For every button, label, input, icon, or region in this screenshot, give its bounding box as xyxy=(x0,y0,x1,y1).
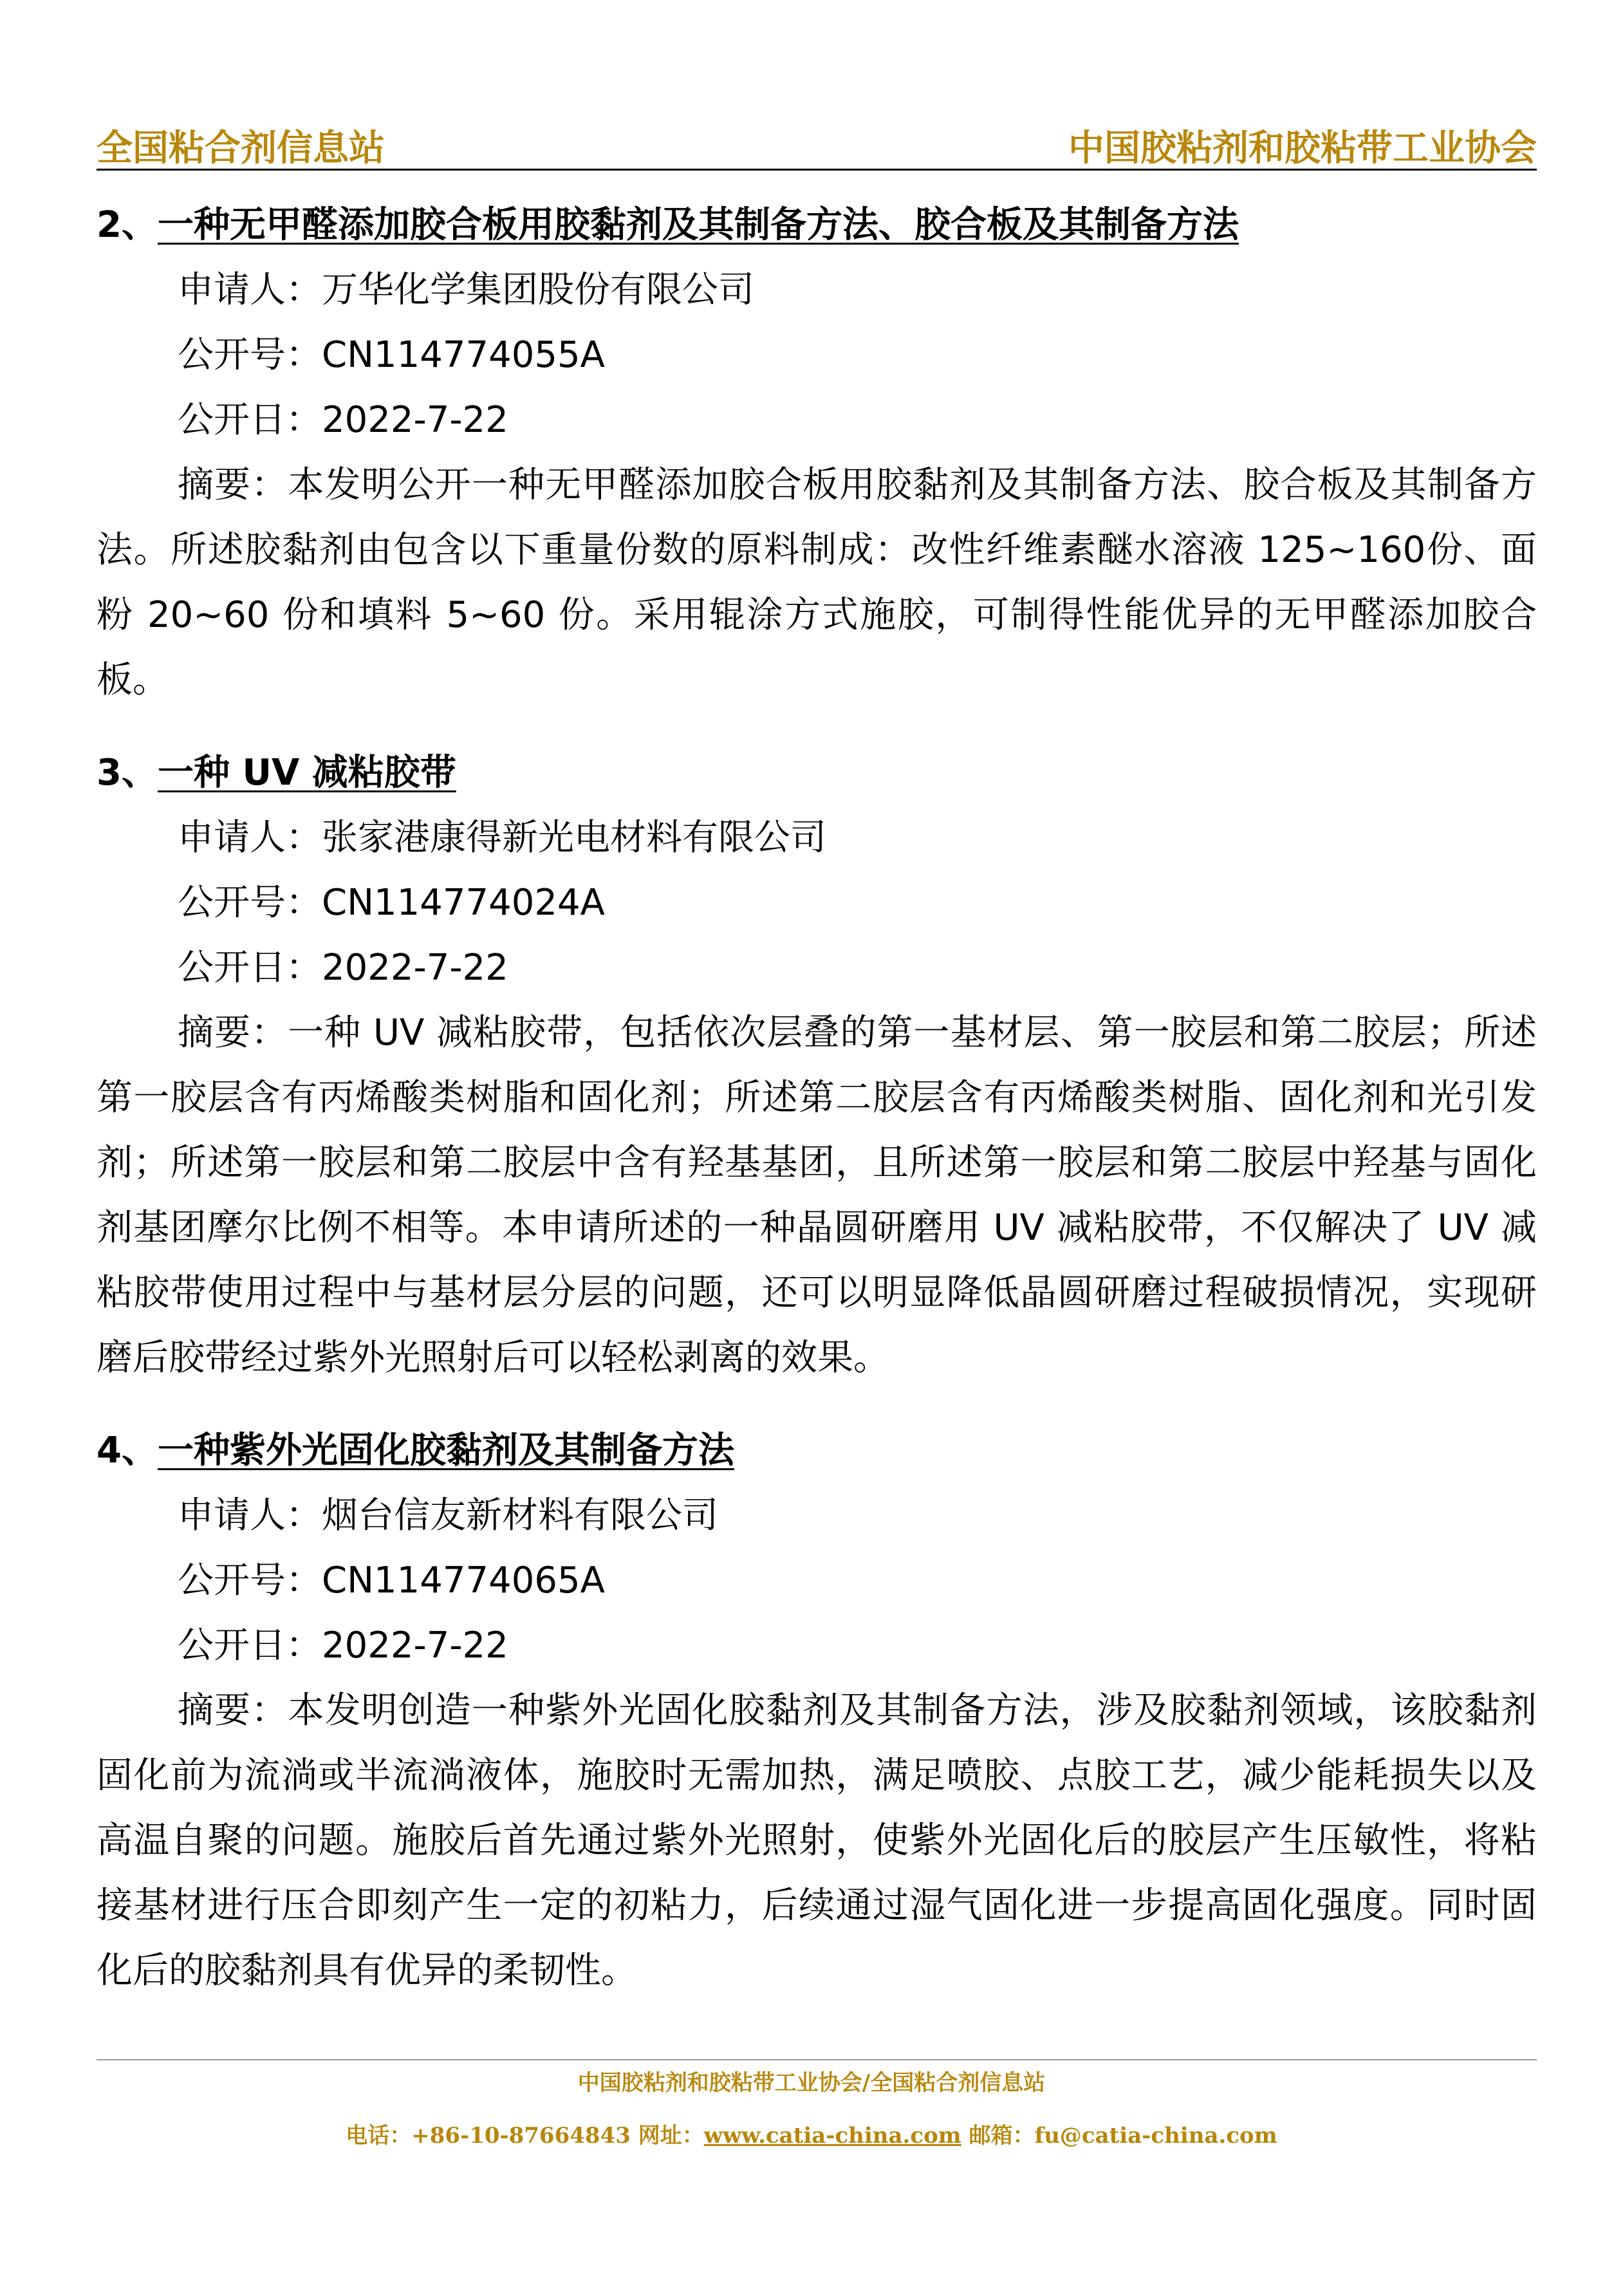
patent-heading xyxy=(97,193,1537,257)
patent-title: 一种无甲醛添加胶合板用胶黏剂及其制备方法、胶合板及其制备方法 xyxy=(157,204,1239,246)
patent-list xyxy=(97,193,1537,2031)
patent-publication-number: 公开号：CN114774065A xyxy=(178,1560,605,1601)
patent-number: 2、 xyxy=(97,204,158,246)
patent-heading xyxy=(97,1419,1537,1483)
patent-abstract: 摘要：本发明公开一种无甲醛添加胶合板用胶黏剂及其制备方法、胶合板及其制备方法。所述胶黏剂由包含以下重量份数的原料制成：改性纤维素醚水溶液 125~160份、面粉 20~60 份和填料 5~60 份。采用辊涂方式施胶，可制得性能优异的无甲醛添加胶合板。 xyxy=(97,464,1537,701)
header-divider xyxy=(97,169,1537,171)
patent-publication-date: 公开日：2022-7-22 xyxy=(178,947,508,989)
patent-entry xyxy=(97,193,1537,713)
patent-number: 4、 xyxy=(97,1430,158,1471)
header-site-name: 全国粘合剂信息站 xyxy=(97,127,385,169)
patent-abstract: 摘要：本发明创造一种紫外光固化胶黏剂及其制备方法，涉及胶黏剂领域，该胶黏剂固化前为流淌或半流淌液体，施胶时无需加热，满足喷胶、点胶工艺，减少能耗损失以及高温自聚的问题。施胶后首先通过紫外光照射，使紫外光固化后的胶层产生压敏性，将粘接基材进行压合即刻产生一定的初粘力，后续通过湿气固化进一步提高固化强度。同时固化后的胶黏剂具有优异的柔韧性。 xyxy=(97,1690,1537,1992)
footer-website-label: 网址： xyxy=(638,2123,704,2149)
patent-title: 一种紫外光固化胶黏剂及其制备方法 xyxy=(157,1430,734,1471)
patent-publication-date: 公开日：2022-7-22 xyxy=(178,1625,508,1666)
footer-organization: 中国胶粘剂和胶粘带工业协会/全国粘合剂信息站 xyxy=(577,2070,1046,2096)
patent-publication-number: 公开号：CN114774024A xyxy=(178,882,605,924)
header-association-name: 中国胶粘剂和胶粘带工业协会 xyxy=(1068,127,1537,169)
patent-heading xyxy=(97,741,1537,805)
patent-publication-date: 公开日：2022-7-22 xyxy=(178,399,508,441)
patent-entry xyxy=(97,1419,1537,2003)
footer-phone: 电话：+86-10-87664843 xyxy=(346,2123,631,2149)
patent-entry xyxy=(97,741,1537,1390)
patent-applicant: 申请人：张家港康得新光电材料有限公司 xyxy=(178,817,826,859)
patent-number: 3、 xyxy=(97,752,158,794)
footer-contact xyxy=(0,2118,1623,2149)
footer-website-link[interactable]: www.catia-china.com xyxy=(703,2123,961,2149)
footer-divider xyxy=(97,2059,1537,2060)
footer-email-label: 邮箱： xyxy=(969,2123,1035,2149)
patent-title: 一种 UV 减粘胶带 xyxy=(157,752,456,794)
footer-email[interactable]: fu@catia-china.com xyxy=(1034,2123,1277,2149)
patent-applicant: 申请人：烟台信友新材料有限公司 xyxy=(178,1495,718,1536)
patent-applicant: 申请人：万华化学集团股份有限公司 xyxy=(178,269,754,311)
patent-publication-number: 公开号：CN114774055A xyxy=(178,334,605,376)
patent-abstract: 摘要：一种 UV 减粘胶带，包括依次层叠的第一基材层、第一胶层和第二胶层；所述第一胶层含有丙烯酸类树脂和固化剂；所述第二胶层含有丙烯酸类树脂、固化剂和光引发剂；所述第一胶层和第二胶层中含有羟基基团，且所述第一胶层和第二胶层中羟基与固化剂基团摩尔比例不相等。本申请所述的一种晶圆研磨用 UV 减粘胶带，不仅解决了 UV 减粘胶带使用过程中与基材层分层的问题，还可以明显降低晶圆研磨过程破损情况，实现研磨后胶带经过紫外光照射后可以轻松剥离的效果。 xyxy=(97,1012,1537,1379)
page-header xyxy=(97,115,1537,167)
